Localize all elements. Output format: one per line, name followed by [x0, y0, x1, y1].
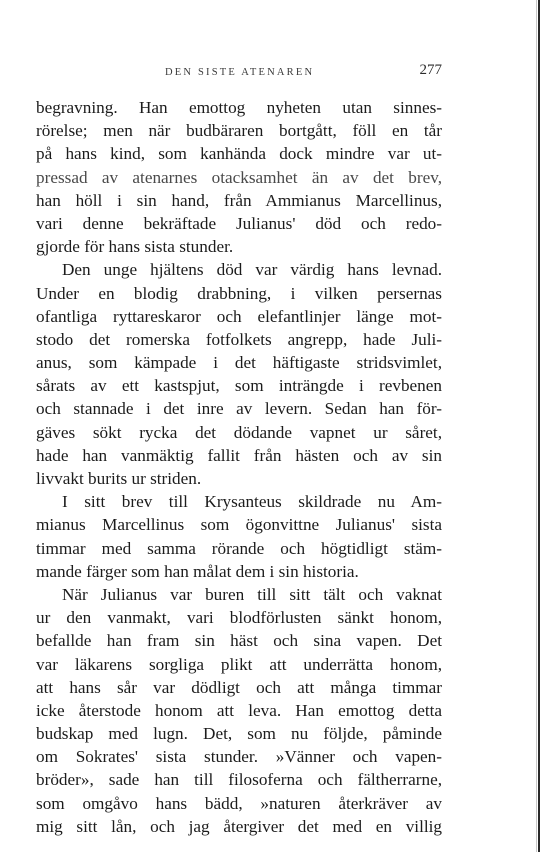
text-line: sårats av ett kastspjut, som inträngde i revbenen [36, 376, 442, 396]
text-line: gäves sökt rycka det dödande vapnet ur såret, [36, 422, 442, 442]
text-line: Den unge hjältens död var värdig hans levnad. [62, 260, 442, 280]
text-line: som omgåvo hans bädd, »naturen återkräver av [36, 793, 442, 813]
text-line: mianus Marcellinus som ögonvittne Julianus' sista [36, 515, 442, 535]
text-line: ofantliga ryttareskaror och elefantlinjer länge mot- [36, 306, 442, 326]
text-line: om Sokrates' sista stunder. »Vänner och vapen- [36, 747, 442, 767]
text-line: livvakt burits ur striden. [36, 469, 202, 488]
text-line: och stannade i det inre av levern. Sedan han för- [36, 399, 442, 419]
running-head: DEN SISTE ATENAREN [165, 67, 315, 78]
text-line: pressad av atenarnes otacksamhet än av det brev, [36, 167, 442, 187]
text-line: mig sitt lån, och jag återgiver det med en villig [36, 816, 442, 836]
page-header [108, 62, 448, 82]
text-line: bröder», sade han till filosoferna och fältherrarne, [36, 770, 442, 790]
text-line: gjorde för hans sista stunder. [36, 237, 234, 257]
text-line: befallde han fram sin häst och sina vapen. Det [36, 631, 442, 651]
text-line: ur den vanmakt, vari blodförlusten sänkt honom, [36, 608, 442, 628]
text-line: begravning. Han emottog nyheten utan sinnes- [36, 98, 442, 117]
page-edge-border [538, 0, 540, 852]
text-line: att hans sår var dödligt och att många timmar [36, 677, 442, 697]
text-line: rörelse; men när budbäraren bortgått, föll en tår [36, 121, 442, 141]
text-line: Under en blodig drabbning, i vilken persernas [36, 283, 442, 303]
body-text [36, 96, 442, 838]
text-line: på hans kind, som kanhända dock mindre var ut- [36, 144, 442, 164]
text-line: När Julianus var buren till sitt tält och vaknat [62, 584, 442, 604]
text-line: han höll i sin hand, från Ammianus Marcellinus, [36, 190, 442, 210]
text-line: anus, som kämpade i det häftigaste stridsvimlet, [36, 353, 442, 373]
page-number: 277 [419, 62, 442, 78]
page-edge-shadow [536, 0, 537, 852]
text-line: var läkarens sorgliga plikt att underrätta honom, [36, 654, 442, 674]
text-line: vari denne bekräftade Julianus' död och redo- [36, 213, 442, 233]
text-line: stodo det romerska fotfolkets angrepp, hade Juli- [36, 329, 442, 349]
text-line: budskap med lugn. Det, som nu följde, påminde [36, 724, 442, 744]
text-line: mande färger som han målat dem i sin historia. [36, 561, 359, 581]
text-line: I sitt brev till Krysanteus skildrade nu Am- [62, 492, 442, 512]
text-line: hade han vanmäktig fallit från hästen och av sin [36, 445, 442, 465]
text-line: timmar med samma rörande och högtidligt stäm- [36, 538, 442, 558]
text-line: icke återstode honom att leva. Han emottog detta [36, 700, 442, 720]
